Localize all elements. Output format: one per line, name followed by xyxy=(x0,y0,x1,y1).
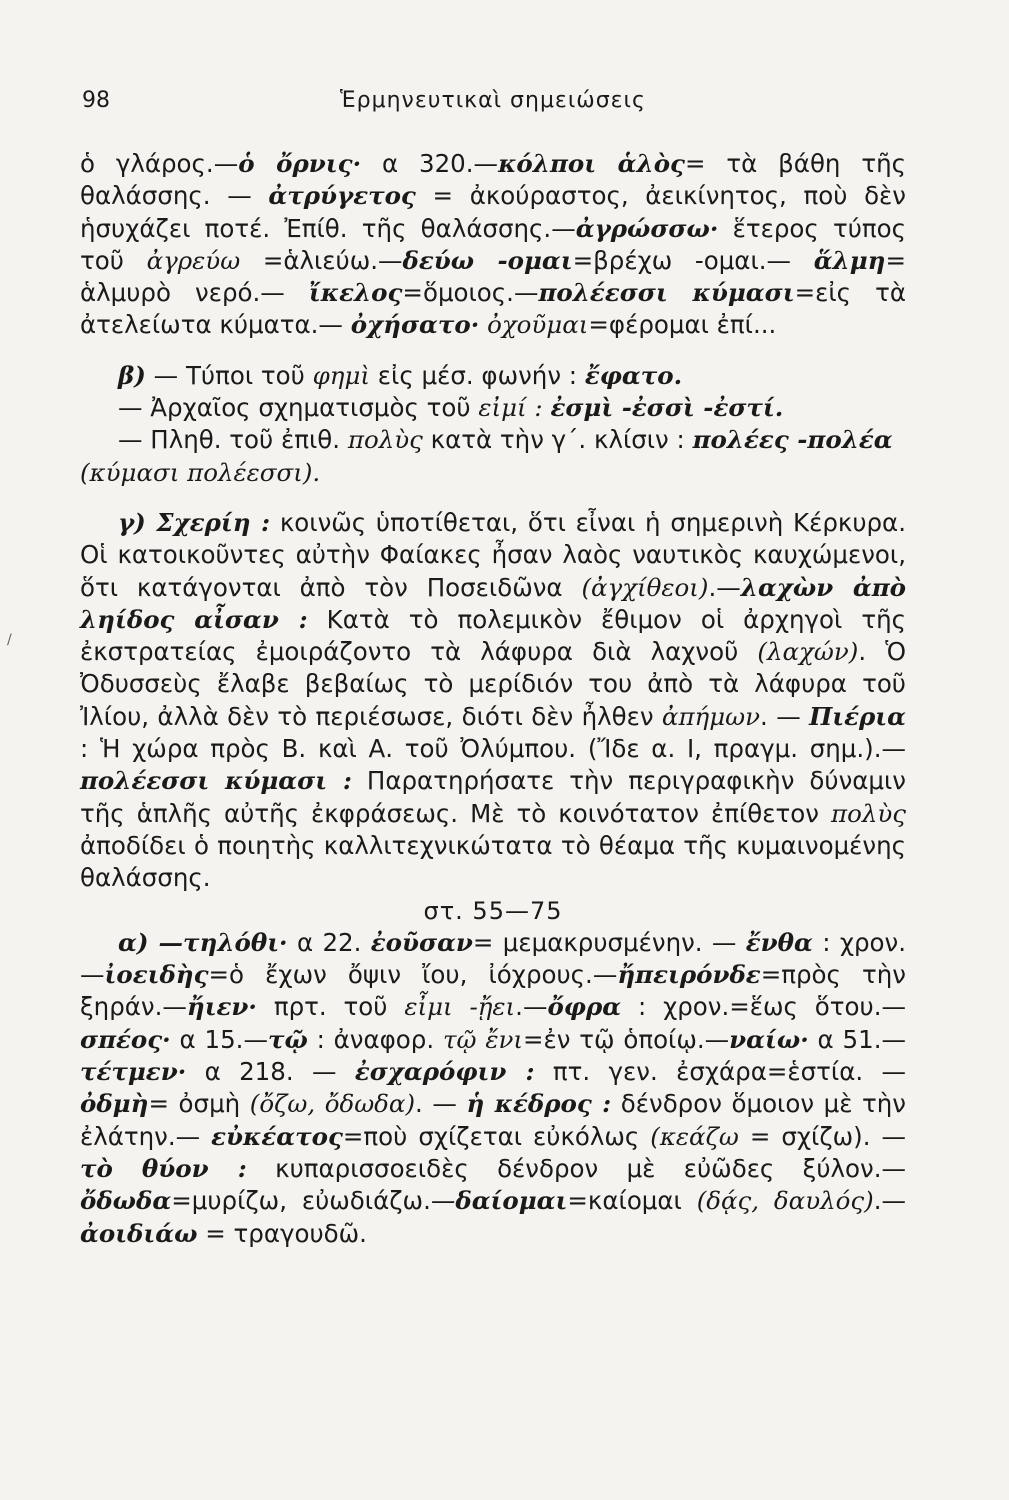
paragraph: γ) Σχερίη : κοινῶς ὑποτίθεται, ὅτι εἶναι ἡ σημερινὴ Κέρκυρα. Οἱ κατοικοῦντες αὐτὴν Φαίακες ἦσαν λαὸς ναυτικὸς καυχώμενοι, ὅτι κατάγονται ἀπὸ τὸν Ποσειδῶνα (ἀγχίθεοι).—λαχὼν ἀπὸ ληίδος αἶσαν : Κατὰ τὸ πολεμικὸν ἔθιμον οἱ ἀρχηγοὶ τῆς ἐκστρατείας ἐμοιράζοντο τὰ λάφυρα διὰ λαχνοῦ (λαχών). Ὁ Ὀδυσσεὺς ἔλαβε βεβαίως τὸ μερίδιόν του ἀπὸ τὰ λάφυρα τοῦ Ἰλίου, ἀλλὰ δὲν τὸ περιέσωσε, διότι δὲν ἦλθεν ἀπήμων. — Πιέρια : Ἡ χώρα πρὸς Β. καὶ Α. τοῦ Ὀλύμπου. (Ἴδε α. Ι, πραγμ. σημ.).— πολέεσσι κύμασι : Παρατηρήσατε τὴν περιγραφικὴν δύναμιν τῆς ἁπλῆς αὐτῆς ἐκφράσεως. Μὲ τὸ κοινότατον ἐπίθετον πολὺς ἀποδίδει ὁ ποιητὴς καλλιτεχνικώτατα τὸ θέαμα τῆς κυμαινομένης θαλάσσης. xyxy=(80,507,906,893)
paragraph: β) — Τύποι τοῦ φημὶ εἰς μέσ. φωνήν : ἔφατο. xyxy=(118,360,683,390)
paragraph: — Ἀρχαῖος σχηματισμὸς τοῦ εἰμί : ἐσμὶ -ἐσσὶ -ἐστί. xyxy=(118,393,784,423)
margin-mark: / xyxy=(7,632,12,648)
paragraph: (κύμασι πολέεσσι). xyxy=(80,457,321,487)
paragraph: ὁ γλάρος.—ὁ ὄρνις· α 320.—κόλποι ἁλὸς= τὰ βάθη τῆς θαλάσσης. — ἀτρύγετος = ἀκούραστος, ἀεικίνητος, ποὺ δὲν ἡσυχάζει ποτέ. Ἐπίθ. τῆς θαλάσσης.—ἀγρώσσω· ἕτερος τύπος τοῦ ἀγρεύω =ἁλιεύω.—δεύω -ομαι=βρέχω -ομαι.— ἅλμη= ἁλμυρὸ νερό.— ἴκελος=ὅμοιος.—πολέεσσι κύμασι=εἰς τὰ ἀτελείωτα κύματα.— ὀχήσατο· ὀχοῦμαι=φέρομαι ἐπί... xyxy=(80,149,906,340)
paragraph-gap xyxy=(80,342,906,360)
page-number: 98 xyxy=(82,88,110,113)
paragraph: — Πληθ. τοῦ ἐπιθ. πολὺς κατὰ τὴν γ΄. κλίσιν : πολέες -πολέα xyxy=(118,425,893,455)
running-title: Ἑρμηνευτικαὶ σημειώσεις xyxy=(340,88,646,113)
body-text xyxy=(80,148,906,1250)
paragraph: α) —τηλόθι· α 22. ἐοῦσαν= μεμακρυσμένην. — ἔνθα : χρον. —ἰοειδὴς=ὁ ἔχων ὄψιν ἴου, ἰόχρους.—ἤπειρόνδε=πρὸς τὴν ξηράν.—ἤιεν· πρτ. τοῦ εἶμι -ᾔει.—ὄφρα : χρον.=ἕως ὅτου.—σπέος· α 15.—τῷ : ἀναφορ. τῷ ἔνι=ἐν τῷ ὁποίῳ.—ναίω· α 51.—τέτμεν· α 218. — ἐσχαρόφιν : πτ. γεν. ἐσχάρα=ἑστία. — ὀδμὴ= ὀσμὴ (ὄζω, ὄδωδα). — ἡ κέδρος : δένδρον ὅμοιον μὲ τὴν ἐλάτην.— εὐκέατος=ποὺ σχίζεται εὐκόλως (κεάζω = σχίζω). — τὸ θύον : κυπαρισσοειδὲς δένδρον μὲ εὐῶδες ξύλον.—ὄδωδα=μυρίζω, εὐωδιάζω.—δαίομαι=καίομαι (δᾴς, δαυλός).—ἀοιδιάω = τραγουδῶ. xyxy=(80,927,907,1248)
section-heading: στ. 55—75 xyxy=(423,896,563,925)
page-header xyxy=(72,88,912,124)
paragraph-gap xyxy=(80,489,906,507)
